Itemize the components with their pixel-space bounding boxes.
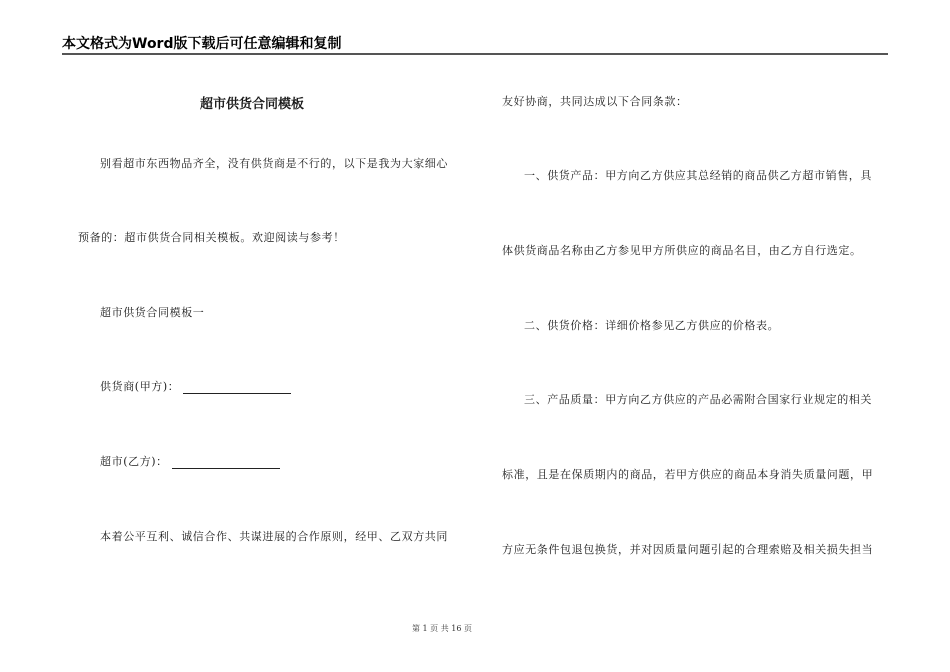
supermarket-field [100, 453, 280, 469]
clause-line: 三、产品质量：甲方向乙方供应的产品必需附合国家行业规定的相关 [524, 393, 872, 406]
supplier-blank [183, 381, 291, 394]
supplier-field [100, 378, 291, 394]
clause-line: 一、供货产品：甲方向乙方供应其总经销的商品供乙方超市销售，具 [524, 169, 872, 182]
header-title: 本文格式为Word版下载后可任意编辑和复制 [62, 36, 342, 52]
page-number: 第 1 页 共 16 页 [412, 624, 472, 633]
paragraph-line: 本着公平互利、诚信合作、共谋进展的合作原则，经甲、乙双方共同 [100, 530, 448, 543]
clause-line: 方应无条件包退包换货，并对因质量问题引起的合理索赔及相关损失担当 [502, 543, 874, 556]
clause-line: 二、供货价格：详细价格参见乙方供应的价格表。 [524, 319, 780, 332]
header-divider [62, 53, 888, 55]
supplier-label: 供货商(甲方)： [100, 380, 180, 393]
supermarket-label: 超市(乙方)： [100, 455, 168, 468]
supermarket-blank [172, 456, 280, 469]
paragraph-line: 别看超市东西物品齐全，没有供货商是不行的，以下是我为大家细心 [100, 157, 448, 170]
section-heading: 超市供货合同模板一 [100, 306, 205, 319]
paragraph-line: 友好协商，共同达成以下合同条款： [502, 95, 688, 108]
clause-line: 标准，且是在保质期内的商品，若甲方供应的商品本身消失质量问题，甲 [502, 468, 874, 481]
clause-line: 体供货商品名称由乙方参见甲方所供应的商品名目，由乙方自行选定。 [502, 244, 862, 257]
document-title: 超市供货合同模板 [200, 97, 305, 112]
paragraph-line: 预备的：超市供货合同相关模板。欢迎阅读与参考！ [78, 231, 345, 244]
